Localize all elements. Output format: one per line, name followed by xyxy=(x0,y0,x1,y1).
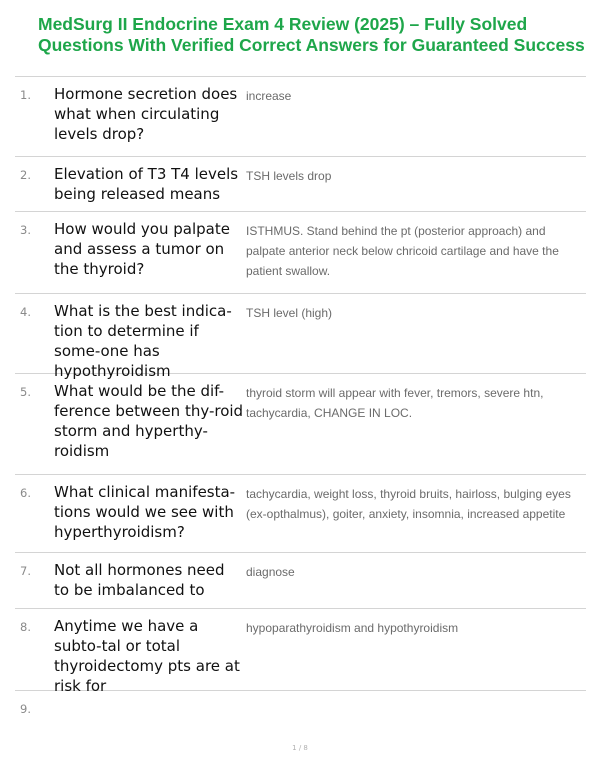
question-text: What would be the dif-ference between thy-roid storm and hyperthy-roidism xyxy=(54,382,244,460)
qa-item xyxy=(15,76,586,156)
question-text: What clinical manifesta-tions would we see with hyperthyroidism? xyxy=(54,483,236,541)
item-number: 3. xyxy=(20,223,31,237)
question-text xyxy=(54,691,244,730)
answer-text: thyroid storm will appear with fever, tremors, severe htn, tachycardia, CHANGE IN LOC. xyxy=(246,386,544,420)
qa-item xyxy=(15,690,586,730)
item-number: 2. xyxy=(20,168,31,182)
item-number: 9. xyxy=(20,702,31,716)
question-text: What is the best indica-tion to determine if some-one has hypothyroidism xyxy=(54,302,232,380)
qa-list xyxy=(15,76,586,730)
qa-item xyxy=(15,373,586,474)
answer-text: hypoparathyroidism and hypothyroidism xyxy=(246,621,459,635)
answer-text: TSH level (high) xyxy=(246,306,333,320)
qa-item xyxy=(15,293,586,380)
item-number: 1. xyxy=(20,88,31,102)
item-number: 7. xyxy=(20,564,31,578)
qa-item xyxy=(15,156,586,211)
answer-text: ISTHMUS. Stand behind the pt (posterior approach) and palpate anterior neck below chricoid cartilage and have the patient swallow. xyxy=(246,224,559,278)
document-title xyxy=(38,14,598,56)
question-text: Not all hormones need to be imbalanced to xyxy=(54,561,225,599)
qa-item xyxy=(15,552,586,608)
answer-text: diagnose xyxy=(246,565,295,579)
item-number: 4. xyxy=(20,305,31,319)
item-number: 8. xyxy=(20,620,31,634)
answer-text: tachycardia, weight loss, thyroid bruits, hairloss, bulging eyes (ex-opthalmus), goiter, anxiety, insomnia, increased appetite xyxy=(246,487,571,521)
question-text: How would you palpate and assess a tumor on the thyroid? xyxy=(54,220,230,278)
qa-item xyxy=(15,211,586,293)
title-line-1: MedSurg II Endocrine Exam 4 Review (2025) – Fully Solved xyxy=(38,14,528,34)
answer-text xyxy=(244,691,586,730)
title-line-2: Questions With Verified Correct Answers for Guaranteed Success xyxy=(38,35,585,55)
question-text: Elevation of T3 T4 levels being released means xyxy=(54,165,239,203)
question-text: Hormone secretion does what when circulating levels drop? xyxy=(54,85,238,143)
question-text: Anytime we have a subto-tal or total thyroidectomy pts are at risk for xyxy=(54,617,240,695)
answer-text: TSH levels drop xyxy=(246,169,332,183)
qa-item xyxy=(15,474,586,552)
item-number: 5. xyxy=(20,385,31,399)
item-number: 6. xyxy=(20,486,31,500)
answer-text: increase xyxy=(246,89,292,103)
page-number: 1 / 8 xyxy=(292,744,308,752)
qa-item xyxy=(15,608,586,695)
